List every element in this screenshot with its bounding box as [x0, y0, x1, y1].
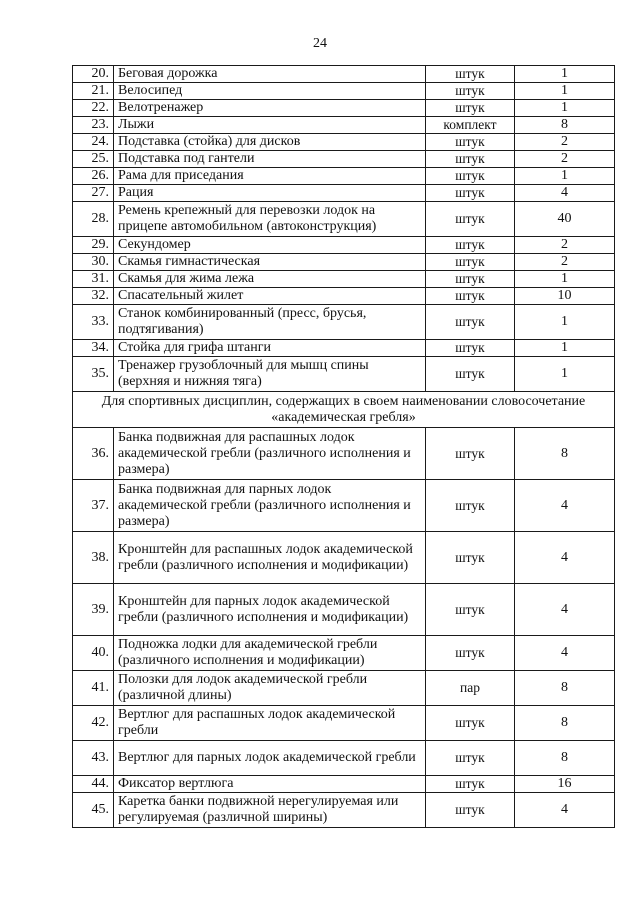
quantity-cell: 4 [515, 480, 615, 532]
table-row [73, 151, 615, 168]
item-name-cell: Фиксатор вертлюга [114, 776, 426, 793]
row-number-cell: 35. [73, 357, 114, 392]
quantity-cell: 8 [515, 428, 615, 480]
item-name-cell: Спасательный жилет [114, 288, 426, 305]
item-name-cell: Велосипед [114, 83, 426, 100]
unit-cell: штук [426, 706, 515, 741]
item-name-cell: Тренажер грузоблочный для мышц спины (верхняя и нижняя тяга) [114, 357, 426, 392]
quantity-cell: 8 [515, 117, 615, 134]
quantity-cell: 2 [515, 134, 615, 151]
item-name-cell: Полозки для лодок академической гребли (различной длины) [114, 671, 426, 706]
unit-cell: штук [426, 636, 515, 671]
quantity-cell: 1 [515, 305, 615, 340]
unit-cell: штук [426, 66, 515, 83]
unit-cell: штук [426, 793, 515, 828]
quantity-cell: 4 [515, 636, 615, 671]
unit-cell: штук [426, 271, 515, 288]
unit-cell: штук [426, 100, 515, 117]
table-row [73, 776, 615, 793]
item-name-cell: Банка подвижная для парных лодок академической гребли (различного исполнения и размера) [114, 480, 426, 532]
row-number-cell: 25. [73, 151, 114, 168]
section-heading: Для спортивных дисциплин, содержащих в своем наименовании словосочетание «академическая гребля» [73, 392, 615, 428]
item-name-cell: Подставка под гантели [114, 151, 426, 168]
row-number-cell: 28. [73, 202, 114, 237]
item-name-cell: Велотренажер [114, 100, 426, 117]
quantity-cell: 1 [515, 100, 615, 117]
table-row [73, 66, 615, 83]
quantity-cell: 1 [515, 357, 615, 392]
table-row [73, 340, 615, 357]
row-number-cell: 41. [73, 671, 114, 706]
unit-cell: штук [426, 357, 515, 392]
page-number: 24 [313, 36, 327, 51]
unit-cell: штук [426, 741, 515, 776]
row-number-cell: 43. [73, 741, 114, 776]
unit-cell: штук [426, 776, 515, 793]
item-name-cell: Кронштейн для парных лодок академической гребли (различного исполнения и модификации) [114, 584, 426, 636]
quantity-cell: 2 [515, 237, 615, 254]
unit-cell: штук [426, 151, 515, 168]
row-number-cell: 20. [73, 66, 114, 83]
row-number-cell: 36. [73, 428, 114, 480]
quantity-cell: 8 [515, 706, 615, 741]
row-number-cell: 45. [73, 793, 114, 828]
table-row [73, 741, 615, 776]
table-row [73, 237, 615, 254]
unit-cell: штук [426, 340, 515, 357]
table-row [73, 117, 615, 134]
row-number-cell: 39. [73, 584, 114, 636]
quantity-cell: 4 [515, 185, 615, 202]
row-number-cell: 24. [73, 134, 114, 151]
unit-cell: штук [426, 428, 515, 480]
unit-cell: штук [426, 237, 515, 254]
quantity-cell: 2 [515, 151, 615, 168]
equipment-table [72, 65, 615, 828]
quantity-cell: 4 [515, 584, 615, 636]
table-row [73, 532, 615, 584]
row-number-cell: 23. [73, 117, 114, 134]
unit-cell: штук [426, 532, 515, 584]
item-name-cell: Беговая дорожка [114, 66, 426, 83]
item-name-cell: Секундомер [114, 237, 426, 254]
unit-cell: штук [426, 134, 515, 151]
row-number-cell: 26. [73, 168, 114, 185]
table-row [73, 671, 615, 706]
quantity-cell: 1 [515, 83, 615, 100]
item-name-cell: Вертлюг для распашных лодок академической гребли [114, 706, 426, 741]
item-name-cell: Вертлюг для парных лодок академической гребли [114, 741, 426, 776]
table-row [73, 706, 615, 741]
quantity-cell: 8 [515, 671, 615, 706]
unit-cell: штук [426, 83, 515, 100]
item-name-cell: Скамья гимнастическая [114, 254, 426, 271]
table-row [73, 202, 615, 237]
row-number-cell: 21. [73, 83, 114, 100]
table-row [73, 793, 615, 828]
table-row [73, 480, 615, 532]
table-row [73, 288, 615, 305]
unit-cell: штук [426, 168, 515, 185]
table-row [73, 100, 615, 117]
table-row [73, 271, 615, 288]
row-number-cell: 22. [73, 100, 114, 117]
row-number-cell: 30. [73, 254, 114, 271]
table-row [73, 428, 615, 480]
table-row [73, 185, 615, 202]
quantity-cell: 4 [515, 532, 615, 584]
quantity-cell: 40 [515, 202, 615, 237]
table-row [73, 134, 615, 151]
unit-cell: штук [426, 305, 515, 340]
item-name-cell: Стойка для грифа штанги [114, 340, 426, 357]
unit-cell: штук [426, 254, 515, 271]
unit-cell: пар [426, 671, 515, 706]
unit-cell: штук [426, 202, 515, 237]
item-name-cell: Скамья для жима лежа [114, 271, 426, 288]
quantity-cell: 16 [515, 776, 615, 793]
unit-cell: комплект [426, 117, 515, 134]
quantity-cell: 2 [515, 254, 615, 271]
row-number-cell: 29. [73, 237, 114, 254]
row-number-cell: 37. [73, 480, 114, 532]
section-heading-row [73, 392, 615, 428]
item-name-cell: Кронштейн для распашных лодок академической гребли (различного исполнения и модификации) [114, 532, 426, 584]
unit-cell: штук [426, 185, 515, 202]
table-row [73, 83, 615, 100]
row-number-cell: 40. [73, 636, 114, 671]
table-row [73, 584, 615, 636]
quantity-cell: 1 [515, 340, 615, 357]
item-name-cell: Каретка банки подвижной нерегулируемая или регулируемая (различной ширины) [114, 793, 426, 828]
unit-cell: штук [426, 584, 515, 636]
table-row [73, 357, 615, 392]
quantity-cell: 1 [515, 271, 615, 288]
quantity-cell: 4 [515, 793, 615, 828]
table-row [73, 168, 615, 185]
row-number-cell: 31. [73, 271, 114, 288]
quantity-cell: 8 [515, 741, 615, 776]
item-name-cell: Станок комбинированный (пресс, брусья, подтягивания) [114, 305, 426, 340]
row-number-cell: 34. [73, 340, 114, 357]
table-row [73, 636, 615, 671]
equipment-table-body [73, 66, 615, 828]
row-number-cell: 27. [73, 185, 114, 202]
row-number-cell: 32. [73, 288, 114, 305]
item-name-cell: Рация [114, 185, 426, 202]
item-name-cell: Рама для приседания [114, 168, 426, 185]
table-row [73, 305, 615, 340]
item-name-cell: Лыжи [114, 117, 426, 134]
item-name-cell: Ремень крепежный для перевозки лодок на прицепе автомобильном (автоконструкция) [114, 202, 426, 237]
item-name-cell: Банка подвижная для распашных лодок академической гребли (различного исполнения и размера) [114, 428, 426, 480]
item-name-cell: Подставка (стойка) для дисков [114, 134, 426, 151]
unit-cell: штук [426, 288, 515, 305]
row-number-cell: 42. [73, 706, 114, 741]
quantity-cell: 10 [515, 288, 615, 305]
row-number-cell: 44. [73, 776, 114, 793]
row-number-cell: 38. [73, 532, 114, 584]
quantity-cell: 1 [515, 168, 615, 185]
quantity-cell: 1 [515, 66, 615, 83]
unit-cell: штук [426, 480, 515, 532]
row-number-cell: 33. [73, 305, 114, 340]
item-name-cell: Подножка лодки для академической гребли (различного исполнения и модификации) [114, 636, 426, 671]
table-row [73, 254, 615, 271]
